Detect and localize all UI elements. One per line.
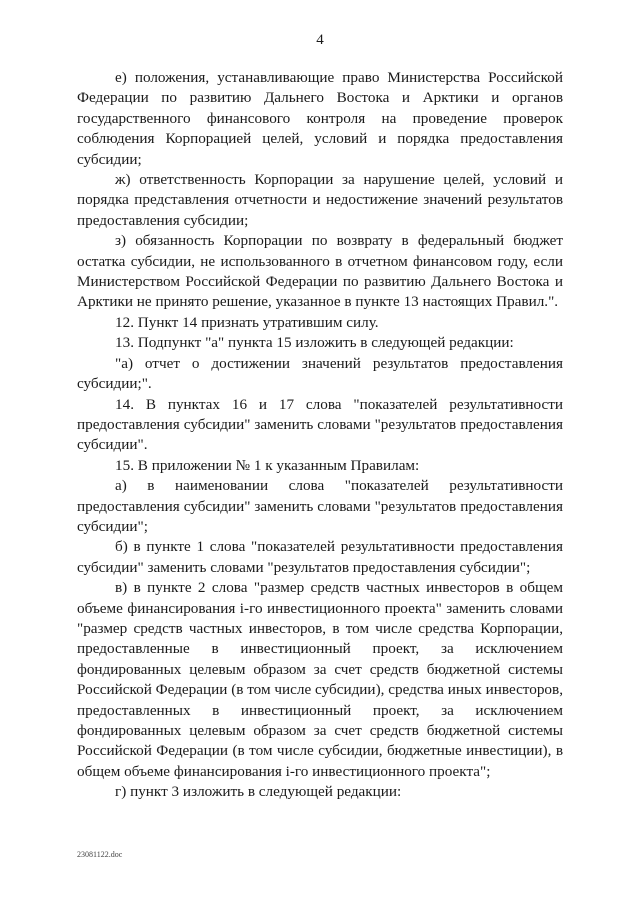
paragraph: 12. Пункт 14 признать утратившим силу. <box>115 313 379 331</box>
paragraph: 15. В приложении № 1 к указанным Правилам: <box>115 456 420 474</box>
paragraph: е) положения, устанавливающие право Министерства Российской Федерации по развитию Дальнего Востока и Арктики и органов государственного финансового контроля на проведение проверок соблюдения Корпорацией целей, условий и порядка предоставления субсидии; <box>77 69 563 168</box>
paragraph: ж) ответственность Корпорации за нарушение целей, условий и порядка представления отчетности и недостижение значений результатов предоставления субсидии; <box>77 171 563 229</box>
page-number: 4 <box>316 32 324 48</box>
paragraph: в) в пункте 2 слова "размер средств частных инвесторов в общем объеме финансирования i-го инвестиционного проекта" заменить словами "размер средств частных инвесторов, в том числе средства Корпорации, предоставленные в инвестиционный проект, за исключением фондированных целевым образом за счет средств бюджетной системы Российской Федерации (в том числе субсидии), средства иных инвесторов, предоставленных в инвестиционный проект, за исключением фондированных целевым образом за счет средств бюджетной системы Российской Федерации (в том числе субсидии, бюджетные инвестиции), в общем объеме финансирования i-го инвестиционного проекта"; <box>77 579 563 780</box>
document-body <box>77 68 563 803</box>
paragraph: з) обязанность Корпорации по возврату в федеральный бюджет остатка субсидии, не использованного в отчетном финансовом году, если Министерством Российской Федерации по развитию Дальнего Востока и Арктики не принято решение, указанное в пункте 13 настоящих Правил.". <box>77 232 563 311</box>
paragraph: г) пункт 3 изложить в следующей редакции: <box>115 783 402 801</box>
paragraph: 14. В пунктах 16 и 17 слова "показателей результативности предоставления субсидии" заменить словами "результатов предоставления субсидии". <box>77 395 563 454</box>
paragraph: "а) отчет о достижении значений результатов предоставления субсидии;". <box>77 354 563 393</box>
paragraph: 13. Подпункт "а" пункта 15 изложить в следующей редакции: <box>115 334 514 352</box>
paragraph: б) в пункте 1 слова "показателей результативности предоставления субсидии" заменить словами "результатов предоставления субсидии"; <box>77 538 563 576</box>
paragraph: а) в наименовании слова "показателей результативности предоставления субсидии" заменить словами "результатов предоставления субсидии"; <box>77 477 563 535</box>
file-name-footer: 23081122.doc <box>77 850 123 859</box>
